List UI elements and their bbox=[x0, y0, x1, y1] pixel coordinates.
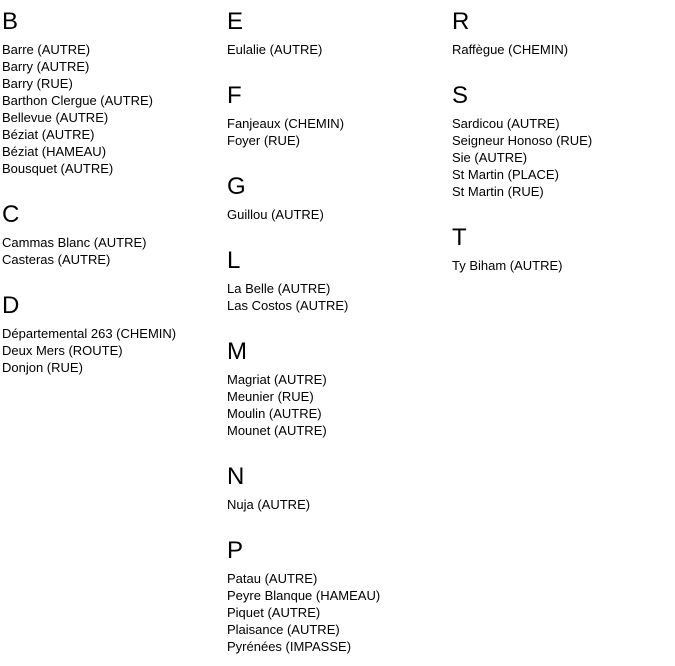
street-list bbox=[2, 325, 225, 376]
street-list-item: Bousquet (AUTRE) bbox=[2, 161, 114, 176]
index-column-3 bbox=[450, 0, 675, 666]
section-p bbox=[227, 537, 450, 655]
street-list-item: Barry (RUE) bbox=[2, 76, 73, 91]
street-list bbox=[227, 570, 450, 655]
street-list-item: Eulalie (AUTRE) bbox=[227, 42, 323, 57]
street-list-item: Barre (AUTRE) bbox=[2, 42, 91, 57]
section-letter-heading: M bbox=[227, 338, 247, 365]
street-list bbox=[227, 371, 450, 439]
section-letter-heading: R bbox=[452, 8, 470, 35]
street-list bbox=[2, 41, 225, 177]
street-list-item: St Martin (PLACE) bbox=[452, 167, 559, 182]
section-letter-heading: B bbox=[2, 8, 19, 35]
section-m bbox=[227, 338, 450, 439]
street-list-item: Barthon Clergue (AUTRE) bbox=[2, 93, 153, 108]
section-l bbox=[227, 247, 450, 314]
section-letter-heading: D bbox=[2, 292, 20, 319]
section-letter-heading: T bbox=[452, 224, 467, 251]
street-list-item: Deux Mers (ROUTE) bbox=[2, 343, 123, 358]
street-list-item: Casteras (AUTRE) bbox=[2, 252, 111, 267]
street-list-item: La Belle (AUTRE) bbox=[227, 281, 331, 296]
street-list-item: Pyrénées (IMPASSE) bbox=[227, 639, 352, 654]
section-t bbox=[452, 224, 675, 274]
section-letter-heading: G bbox=[227, 173, 246, 200]
section-letter-heading: C bbox=[2, 201, 20, 228]
section-n bbox=[227, 463, 450, 513]
section-c bbox=[2, 201, 225, 268]
street-list bbox=[452, 257, 675, 274]
street-list-item: Sie (AUTRE) bbox=[452, 150, 528, 165]
section-letter-heading: E bbox=[227, 8, 244, 35]
street-list-item: Barry (AUTRE) bbox=[2, 59, 90, 74]
street-list bbox=[452, 41, 675, 58]
section-letter-heading: P bbox=[227, 537, 244, 564]
street-list-item: Sardicou (AUTRE) bbox=[452, 116, 560, 131]
street-list-item: Moulin (AUTRE) bbox=[227, 406, 322, 421]
section-f bbox=[227, 82, 450, 149]
street-list-item: Mounet (AUTRE) bbox=[227, 423, 327, 438]
street-list-item: Plaisance (AUTRE) bbox=[227, 622, 340, 637]
section-letter-heading: L bbox=[227, 247, 241, 274]
section-d bbox=[2, 292, 225, 376]
street-list-item: Raffègue (CHEMIN) bbox=[452, 42, 569, 57]
street-list-item: Ty Biham (AUTRE) bbox=[452, 258, 563, 273]
street-list-item: Départemental 263 (CHEMIN) bbox=[2, 326, 177, 341]
street-list-item: Las Costos (AUTRE) bbox=[227, 298, 349, 313]
street-list bbox=[452, 115, 675, 200]
section-b bbox=[2, 8, 225, 177]
index-column-1 bbox=[0, 0, 225, 666]
street-list bbox=[227, 496, 450, 513]
street-list bbox=[227, 115, 450, 149]
street-list bbox=[227, 41, 450, 58]
street-list-item: Piquet (AUTRE) bbox=[227, 605, 321, 620]
street-list-item: Peyre Blanque (HAMEAU) bbox=[227, 588, 381, 603]
street-list-item: Fanjeaux (CHEMIN) bbox=[227, 116, 345, 131]
street-list-item: St Martin (RUE) bbox=[452, 184, 544, 199]
section-r bbox=[452, 8, 675, 58]
street-list-item: Donjon (RUE) bbox=[2, 360, 83, 375]
street-list-item: Cammas Blanc (AUTRE) bbox=[2, 235, 147, 250]
street-list bbox=[227, 206, 450, 223]
section-g bbox=[227, 173, 450, 223]
index-column-2 bbox=[225, 0, 450, 666]
street-list-item: Meunier (RUE) bbox=[227, 389, 314, 404]
street-list-item: Béziat (HAMEAU) bbox=[2, 144, 107, 159]
street-list-item: Seigneur Honoso (RUE) bbox=[452, 133, 593, 148]
section-letter-heading: F bbox=[227, 82, 242, 109]
section-letter-heading: S bbox=[452, 82, 469, 109]
street-list bbox=[2, 234, 225, 268]
section-letter-heading: N bbox=[227, 463, 245, 490]
street-list-item: Foyer (RUE) bbox=[227, 133, 300, 148]
street-list-item: Patau (AUTRE) bbox=[227, 571, 318, 586]
section-s bbox=[452, 82, 675, 200]
section-e bbox=[227, 8, 450, 58]
street-list-item: Bellevue (AUTRE) bbox=[2, 110, 109, 125]
street-list bbox=[227, 280, 450, 314]
street-list-item: Guillou (AUTRE) bbox=[227, 207, 324, 222]
street-list-item: Nuja (AUTRE) bbox=[227, 497, 311, 512]
street-list-item: Magriat (AUTRE) bbox=[227, 372, 327, 387]
street-list-item: Béziat (AUTRE) bbox=[2, 127, 95, 142]
